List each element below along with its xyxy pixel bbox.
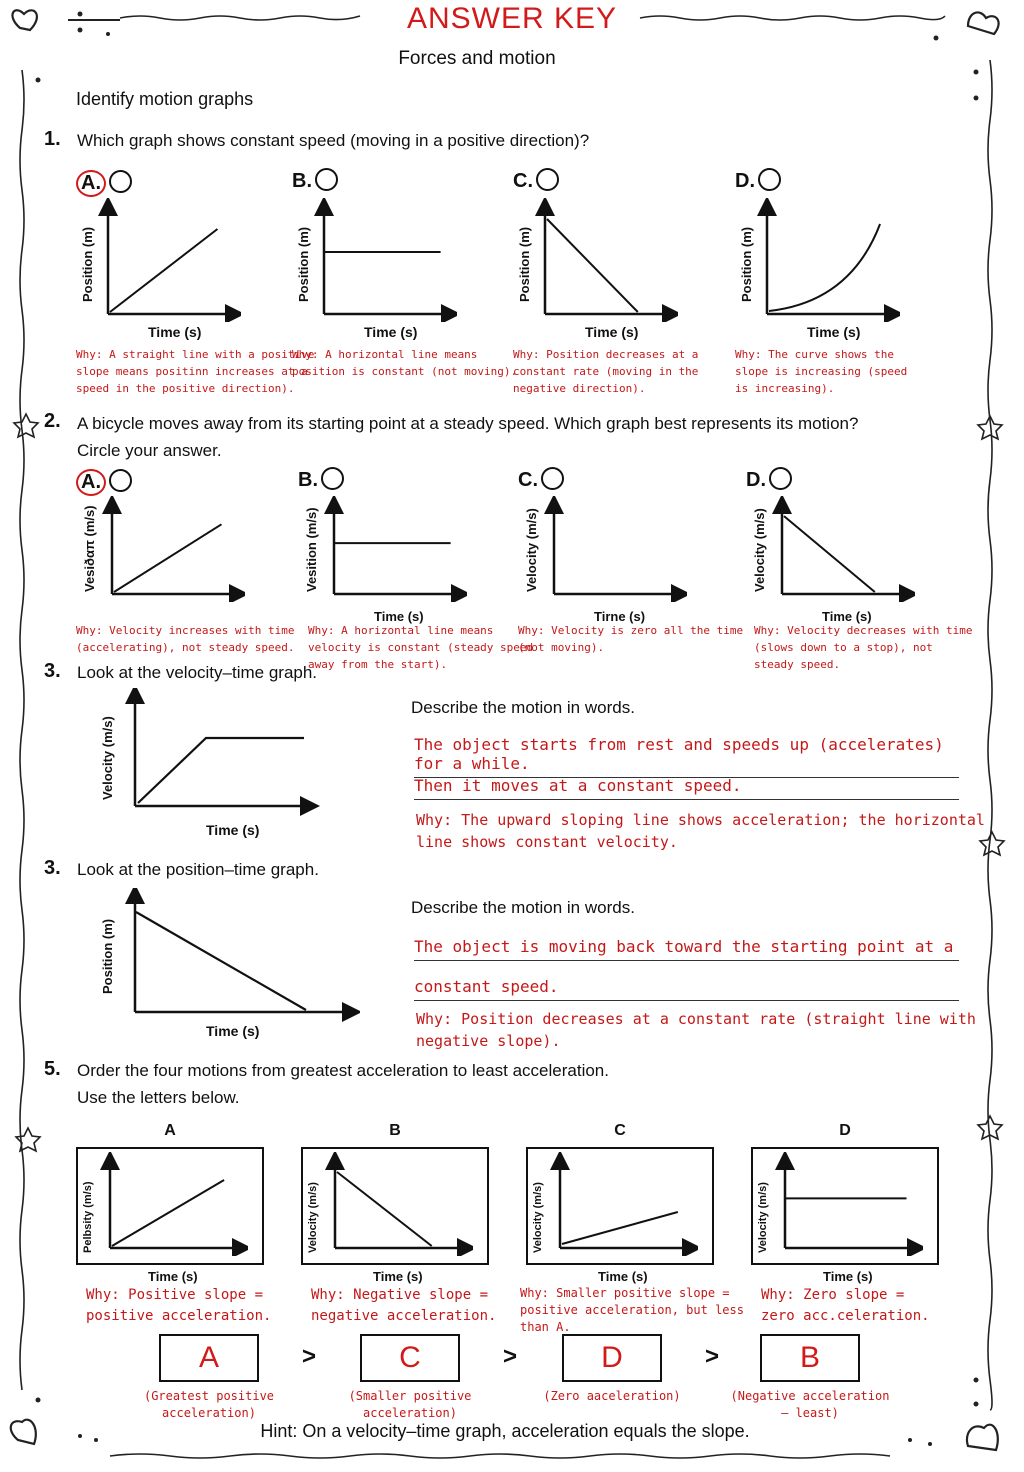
q2-option-0-why-1: (accelerating), not steady speed. xyxy=(76,641,295,654)
q1-option-3[interactable] xyxy=(735,170,781,193)
q2-option-3-xlabel: Time (s) xyxy=(822,609,872,624)
q2-option-2-ylabel: Velocity (m/s) xyxy=(524,508,539,592)
q5-panel-0-letter: A xyxy=(164,1122,176,1139)
q1-text: Which graph shows constant speed (moving in a positive direction)? xyxy=(77,131,590,150)
q2-option-2-xlabel: Tirne (s) xyxy=(594,609,646,624)
q5-answer-box-2[interactable]: D xyxy=(562,1334,662,1382)
q5-panel-0-graph-line xyxy=(112,1180,224,1246)
q2-option-3-radio[interactable] xyxy=(769,467,792,490)
q3b-answer-line-2: constant speed. xyxy=(414,977,959,1001)
q5-panel-1-graph-line xyxy=(337,1172,432,1246)
q2-option-3-why-0: Why: Velocity decreases with time xyxy=(754,624,973,637)
q3a-answer-line-1: The object starts from rest and speeds up (accelerates) for a while. xyxy=(414,735,959,778)
q2-option-0-letter: A. xyxy=(76,469,106,496)
q3b-graph xyxy=(120,888,360,1028)
q3a-line xyxy=(138,738,304,803)
q1-option-1-why-1: position is constant (not moving). xyxy=(292,365,518,378)
q2-option-1-graph xyxy=(322,496,467,602)
q5-panel-1-ylabel: Velocity (m/s) xyxy=(307,1182,319,1253)
q1-option-0-graph-line xyxy=(110,229,217,312)
q3a-number: 3. xyxy=(44,660,61,682)
q5-panel-0-ylabel: Pelbsity (m/s) xyxy=(82,1181,94,1253)
q3b-why-2: negative slope). xyxy=(416,1032,561,1050)
q2-option-0-why-0: Why: Velocity increases with time xyxy=(76,624,295,637)
q1-option-2-graph xyxy=(533,198,678,322)
q3b-answer-line-1: The object is moving back toward the starting point at a xyxy=(414,937,959,961)
q1-option-3-radio[interactable] xyxy=(758,168,781,191)
q1-option-1[interactable] xyxy=(292,170,338,193)
q5-panel-2-why-0: Why: Smaller positive slope = xyxy=(520,1286,730,1300)
q3b-text: Look at the position–time graph. xyxy=(77,860,319,879)
q2-option-2-why-0: Why: Velocity is zero all the time xyxy=(518,624,744,637)
q5-panel-2-xlabel: Time (s) xyxy=(598,1269,648,1284)
q2-text2: Circle your answer. xyxy=(77,441,222,460)
q2-option-2-letter: C. xyxy=(518,469,538,491)
q5-panel-1-xlabel: Time (s) xyxy=(373,1269,423,1284)
q2-option-1-why-2: away from the start). xyxy=(308,658,448,671)
q5-panel-3-xlabel: Time (s) xyxy=(823,1269,873,1284)
q2-option-0-ylabel: Vesiðαπ (m/s) xyxy=(82,505,97,592)
q2-option-1[interactable] xyxy=(298,469,344,492)
q1-option-2-xlabel: Time (s) xyxy=(585,324,639,340)
q1-option-1-radio[interactable] xyxy=(315,168,338,191)
q5-hint: Hint: On a velocity–time graph, acceleration equals the slope. xyxy=(260,1421,750,1441)
q1-option-2-ylabel: Position (m) xyxy=(517,226,532,302)
q1-option-0-xlabel: Time (s) xyxy=(148,324,202,340)
q5-caption-0-1: acceleration) xyxy=(162,1406,256,1420)
q1-option-3-xlabel: Time (s) xyxy=(807,324,861,340)
q2-option-0[interactable] xyxy=(76,469,132,496)
q2-option-2-radio[interactable] xyxy=(541,467,564,490)
q2-option-0-radio[interactable] xyxy=(109,469,132,492)
q1-option-1-ylabel: Position (m) xyxy=(296,226,311,302)
q5-number: 5. xyxy=(44,1058,61,1080)
q3b-why-1: Why: Position decreases at a constant rate (straight line with xyxy=(416,1010,976,1028)
q5-greater-than-2: > xyxy=(705,1343,720,1370)
q1-option-3-letter: D. xyxy=(735,170,755,192)
q5-panel-0-xlabel: Time (s) xyxy=(148,1269,198,1284)
q5-panel-1-why-0: Why: Negative slope = xyxy=(311,1287,489,1303)
q2-text: A bicycle moves away from its starting point at a steady speed. Which graph best represents its motion? xyxy=(77,414,859,433)
q5-caption-0-0: (Greatest positive xyxy=(143,1389,275,1403)
q5-panel-3-graph xyxy=(773,1152,923,1256)
q5-panel-3-ylabel: Velocity (m/s) xyxy=(757,1182,769,1253)
q1-option-3-why-2: is increasing). xyxy=(735,382,835,395)
q3b-number: 3. xyxy=(44,857,61,879)
page-title: ANSWER KEY xyxy=(406,2,618,35)
q2-option-1-why-0: Why: A horizontal line means xyxy=(308,624,494,637)
q5-panel-2-ylabel: Velocity (m/s) xyxy=(532,1182,544,1253)
q5-panel-3-why-0: Why: Zero slope = xyxy=(761,1287,905,1303)
q1-option-2-radio[interactable] xyxy=(536,168,559,191)
q2-option-1-why-1: velocity is constant (steady speed xyxy=(308,641,534,654)
q3a-ylabel: Velocity (m/s) xyxy=(100,716,115,800)
q1-option-0-why-2: speed in the positive direction). xyxy=(76,382,295,395)
q2-option-1-radio[interactable] xyxy=(321,467,344,490)
q1-option-0[interactable] xyxy=(76,170,132,197)
q2-option-1-letter: B. xyxy=(298,469,318,491)
q2-option-3-letter: D. xyxy=(746,469,766,491)
q2-option-0-graph xyxy=(100,496,245,602)
q3b-ylabel: Position (m) xyxy=(100,918,115,994)
q1-option-1-graph xyxy=(312,198,457,322)
q2-option-3-why-2: steady speed. xyxy=(754,658,841,671)
q1-option-2-why-2: negative direction). xyxy=(513,382,646,395)
q2-option-1-ylabel: Vesition (m/s) xyxy=(304,507,319,592)
q5-panel-1-graph xyxy=(323,1152,473,1256)
q2-option-1-xlabel: Time (s) xyxy=(374,609,424,624)
q3a-text: Look at the velocity–time graph. xyxy=(77,663,318,682)
q1-option-3-graph xyxy=(755,198,900,322)
q5-caption-1-1: acceleration) xyxy=(363,1406,457,1420)
q2-option-3[interactable] xyxy=(746,469,792,492)
section-title: Identify motion graphs xyxy=(76,89,254,109)
q5-panel-1-why-1: negative acceleration. xyxy=(311,1308,497,1324)
q1-option-0-graph xyxy=(96,198,241,322)
q5-caption-3-1: — least) xyxy=(781,1406,839,1420)
q1-option-2-graph-line xyxy=(547,219,638,312)
q1-option-3-ylabel: Position (m) xyxy=(739,226,754,302)
q3a-why-2: line shows constant velocity. xyxy=(416,833,678,851)
q5-panel-0-graph xyxy=(98,1152,248,1256)
q5-greater-than-1: > xyxy=(503,1343,518,1370)
q1-option-2-why-0: Why: Position decreases at a xyxy=(513,348,699,361)
q5-text2: Use the letters below. xyxy=(77,1088,240,1107)
q5-caption-3-0: (Negative acceleration xyxy=(730,1389,890,1403)
q5-caption-1-0: (Smaller positive xyxy=(348,1389,472,1403)
q2-option-3-graph xyxy=(770,496,915,602)
q1-option-0-letter: A. xyxy=(76,170,106,197)
q3b-xlabel: Time (s) xyxy=(206,1023,260,1039)
q5-panel-1-letter: B xyxy=(389,1122,401,1139)
q5-panel-3-why-1: zero acc.celeration. xyxy=(761,1308,930,1324)
q3a-why-1: Why: The upward sloping line shows acceleration; the horizontal xyxy=(416,811,985,829)
q5-panel-2-why-2: than A. xyxy=(520,1320,571,1334)
q5-answer-box-1[interactable]: C xyxy=(360,1334,460,1382)
page-subtitle: Forces and motion xyxy=(398,48,556,69)
q3b-prompt: Describe the motion in words. xyxy=(411,898,635,917)
q5-panel-2-graph xyxy=(548,1152,698,1256)
q2-option-2-graph xyxy=(542,496,687,602)
q5-panel-0-why-0: Why: Positive slope = xyxy=(86,1287,264,1303)
q1-option-1-why-0: Why: A horizontal line means xyxy=(292,348,478,361)
q2-option-3-why-1: (slows down to a stop), not xyxy=(754,641,933,654)
q2-option-3-graph-line xyxy=(784,516,875,592)
q3b-line xyxy=(136,912,306,1010)
q3a-graph xyxy=(120,688,320,818)
q5-text: Order the four motions from greatest acceleration to least acceleration. xyxy=(77,1061,609,1080)
q5-panel-3-letter: D xyxy=(839,1122,851,1139)
q1-option-0-ylabel: Position (m) xyxy=(80,226,95,302)
q2-option-2[interactable] xyxy=(518,469,564,492)
q1-number: 1. xyxy=(44,128,61,150)
q1-option-0-why-0: Why: A straight line with a positive xyxy=(76,348,315,361)
q1-option-3-why-1: slope is increasing (speed xyxy=(735,365,908,378)
q1-option-2[interactable] xyxy=(513,170,559,193)
q1-option-2-why-1: constant rate (moving in the xyxy=(513,365,699,378)
q5-panel-2-graph-line xyxy=(562,1212,678,1244)
q1-option-2-letter: C. xyxy=(513,170,533,192)
q5-panel-2-letter: C xyxy=(614,1122,626,1139)
q1-option-3-why-0: Why: The curve shows the xyxy=(735,348,894,361)
q3a-answer-line-2: Then it moves at a constant speed. xyxy=(414,776,959,800)
q3a-prompt: Describe the motion in words. xyxy=(411,698,635,717)
q5-caption-2-0: (Zero aaceleration) xyxy=(543,1389,681,1403)
q5-answer-box-3[interactable]: B xyxy=(760,1334,860,1382)
q1-option-3-graph-line xyxy=(769,224,880,311)
q1-option-1-xlabel: Time (s) xyxy=(364,324,418,340)
q2-option-2-why-1: (not moving). xyxy=(518,641,605,654)
q2-option-3-ylabel: Velocity (m/s) xyxy=(752,508,767,592)
q1-option-0-radio[interactable] xyxy=(109,170,132,193)
q5-greater-than-0: > xyxy=(302,1343,317,1370)
q5-answer-box-0[interactable]: A xyxy=(159,1334,259,1382)
q5-panel-2-why-1: positive acceleration, but less xyxy=(520,1303,744,1317)
q2-option-0-graph-line xyxy=(114,524,221,592)
q2-number: 2. xyxy=(44,410,61,432)
q1-option-1-letter: B. xyxy=(292,170,312,192)
q3a-xlabel: Time (s) xyxy=(206,822,260,838)
q1-option-0-why-1: slope means positinn increases at a xyxy=(76,365,308,378)
q5-panel-0-why-1: positive acceleration. xyxy=(86,1308,272,1324)
